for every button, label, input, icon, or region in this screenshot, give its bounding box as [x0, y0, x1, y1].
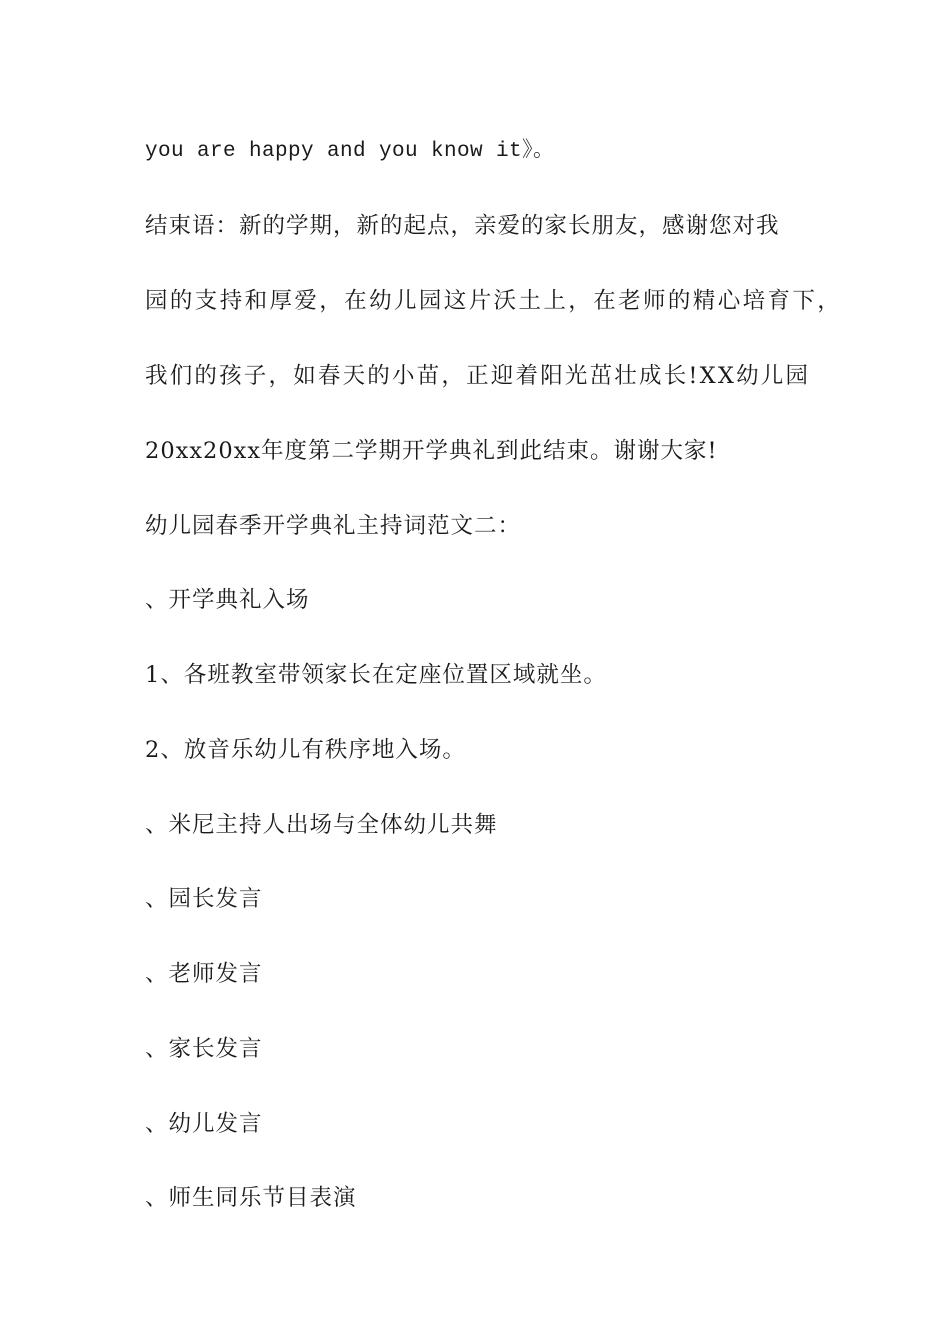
list-item-performance: 、师生同乐节目表演	[145, 1185, 357, 1211]
paragraph-closing-remarks-cont-3: 20xx20xx年度第二学期开学典礼到此结束。谢谢大家!	[145, 438, 718, 464]
paragraph-closing-remarks-cont-1: 园的支持和厚爱，在幼儿园这片沃土上，在老师的精心培育下，	[145, 288, 843, 314]
list-item-host-dance: 、米尼主持人出场与全体幼儿共舞	[145, 812, 498, 838]
list-item-teacher-speech: 、老师发言	[145, 961, 263, 987]
paragraph-closing-remarks-cont-2: 我们的孩子，如春天的小苗，正迎着阳光茁壮成长!XX幼儿园	[145, 363, 811, 389]
paragraph-closing-remarks: 结束语：新的学期，新的起点，亲爱的家长朋友，感谢您对我	[145, 213, 780, 239]
list-item-music-entry: 2、放音乐幼儿有秩序地入场。	[145, 737, 466, 763]
paragraph-song-title-end: you are happy and you know it》。	[145, 140, 555, 163]
list-item-parent-speech: 、家长发言	[145, 1036, 263, 1062]
list-item-seating: 1、各班教室带领家长在定座位置区域就坐。	[145, 662, 607, 688]
list-item-principal-speech: 、园长发言	[145, 886, 263, 912]
section-heading-sample-two: 幼儿园春季开学典礼主持词范文二：	[145, 513, 522, 539]
list-item-child-speech: 、幼儿发言	[145, 1111, 263, 1137]
list-item-entrance: 、开学典礼入场	[145, 587, 310, 613]
